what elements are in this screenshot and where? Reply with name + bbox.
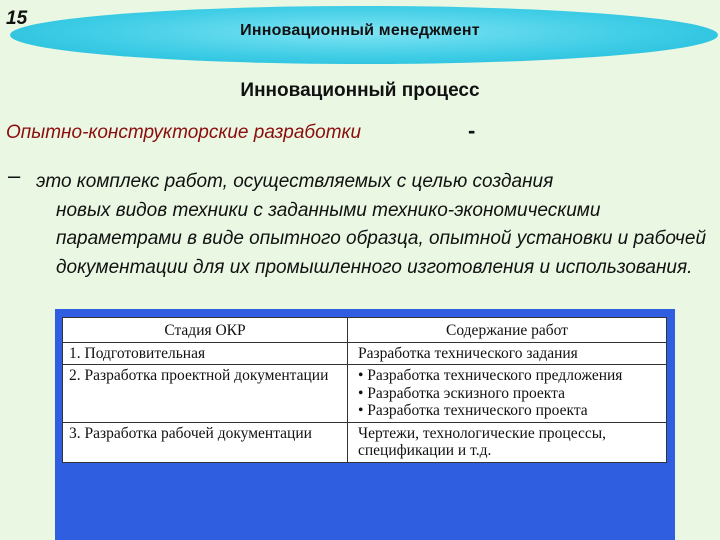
- work-cell: [348, 422, 667, 462]
- table-header-row: [63, 318, 667, 343]
- defined-term: Опытно-конструкторские разработки: [6, 122, 362, 143]
- table-row: [63, 365, 667, 423]
- work-item: • Разработка эскизного проекта: [358, 384, 565, 402]
- work-item: Чертежи, технологические процессы, спецификации и т.д.: [358, 424, 607, 459]
- table-row: [63, 342, 667, 365]
- okr-stages-table: [62, 317, 667, 463]
- work-cell: [348, 342, 667, 365]
- work-cell: [348, 365, 667, 423]
- slide-subtitle: Инновационный процесс: [240, 80, 480, 101]
- stage-cell: 3. Разработка рабочей документации: [63, 422, 348, 462]
- column-header-work: Содержание работ: [348, 318, 667, 343]
- work-item: • Разработка технического предложения: [358, 367, 623, 384]
- column-header-stage: Стадия ОКР: [63, 318, 348, 343]
- definition-first-line: это комплекс работ, осуществляемых с целью создания: [36, 171, 554, 192]
- slide-title: Инновационный менеджмент: [240, 22, 480, 39]
- definition-rest: новых видов техники с заданными технико-экономическими параметрами в виде опытного образца, опытной установки и рабочей документации для их промышленного изготовления и использования.: [56, 199, 707, 278]
- definition-dash: –: [8, 163, 21, 188]
- stage-cell: 1. Подготовительная: [63, 342, 348, 365]
- definition-text: [36, 168, 720, 282]
- slide-number: 15: [6, 8, 28, 29]
- work-item: Разработка технического задания: [358, 344, 578, 362]
- term-dash: -: [468, 118, 476, 143]
- table-row: [63, 422, 667, 462]
- stage-cell: 2. Разработка проектной документации: [63, 365, 348, 423]
- work-item: • Разработка технического проекта: [358, 402, 588, 419]
